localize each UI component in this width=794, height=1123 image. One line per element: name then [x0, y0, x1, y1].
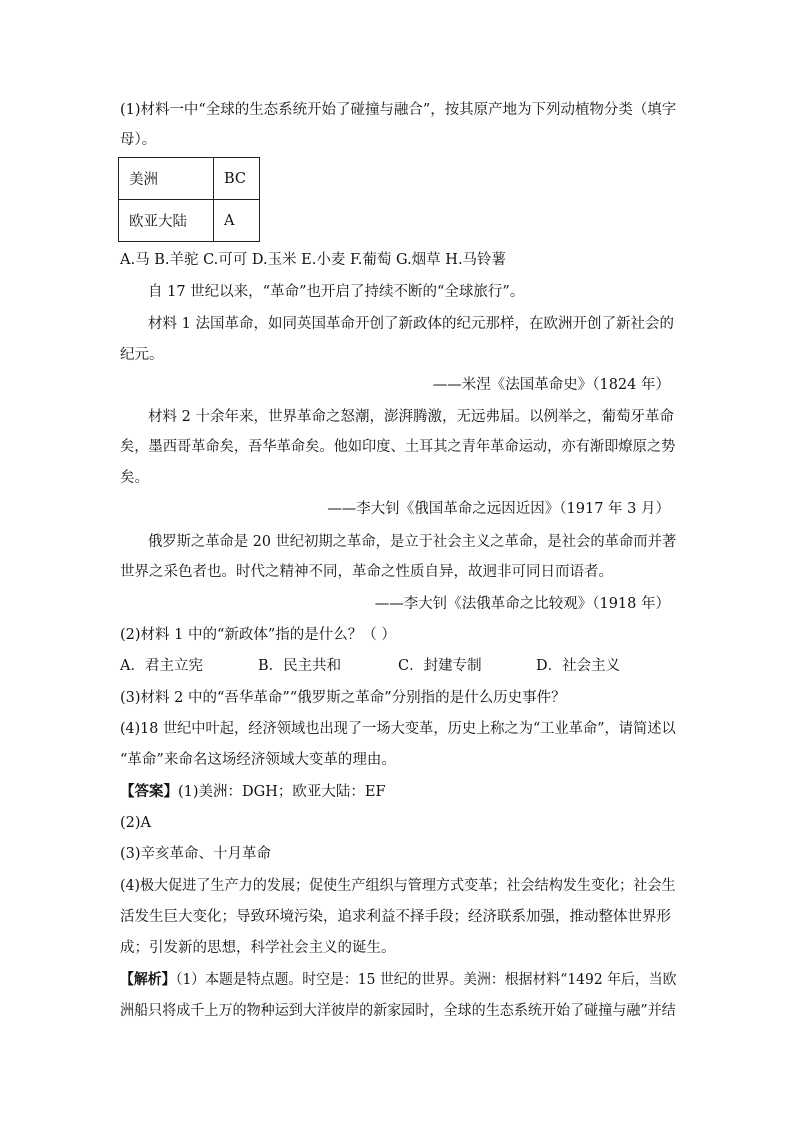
answer-2: (2)A	[120, 815, 152, 831]
question2-option-a: A．君主立宪	[120, 658, 203, 674]
material2-line1: 材料 2 十余年来，世界革命之怒潮，澎湃腾激，无远弗届。以例举之，葡萄牙革命	[148, 409, 674, 425]
material2-paragraph-line1: 俄罗斯之革命是 20 世纪初期之革命，是立于社会主义之革命，是社会的革命而并著	[148, 534, 677, 550]
material2-line2: 矣，墨西哥革命矣，吾华革命矣。他如印度、土耳其之青年革命运动，亦有渐即燎原之势	[120, 439, 676, 455]
material2-source: ——李大钊《俄国革命之远因近因》（1917 年 3 月）	[327, 501, 670, 517]
classification-table	[118, 157, 260, 242]
material1-source: ——米涅《法国革命史》（1824 年）	[432, 377, 670, 393]
analysis-text: （1）本题是特点题。时空是：15 世纪的世界。美洲：根据材料“1492 年后，当欧	[175, 972, 677, 988]
answer-label: 【答案】	[120, 783, 178, 800]
material1-line1: 材料 1 法国革命，如同英国革命开创了新政体的纪元那样，在欧洲开创了新社会的	[148, 316, 674, 332]
question4-line1: (4)18 世纪中叶起，经济领域也出现了一场大变革，历史上称之为“工业革命”，请简述以	[120, 721, 676, 737]
table-row	[119, 158, 260, 200]
analysis-line2: 洲船只将成千上万的物种运到大洋彼岸的新家园时，全球的生态系统开始了碰撞与融”并结	[120, 1003, 676, 1019]
intro-text: 自 17 世纪以来，“革命”也开启了持续不断的“全球旅行”。	[148, 284, 525, 300]
question4-line2: “革命”来命名这场经济领域大变革的理由。	[120, 752, 396, 768]
question1-text-line2: 母）。	[120, 132, 157, 148]
answer-4-line1: (4)极大促进了生产力的发展；促使生产组织与管理方式变革；社会结构发生变化；社会生	[120, 878, 676, 894]
material1-line2: 纪元。	[120, 347, 164, 363]
question1-options: A.马 B.羊驼 C.可可 D.玉米 E.小麦 F.葡萄 G.烟草 H.马铃薯	[120, 252, 507, 268]
question2-option-c: C．封建专制	[398, 658, 482, 674]
material2-paragraph-line2: 世界之采色者也。时代之精神不同，革命之性质自异，故迥非可同日而语者。	[120, 564, 613, 580]
answer-3: (3)辛亥革命、十月革命	[120, 846, 272, 862]
answer-4-line3: 成；引发新的思想，科学社会主义的诞生。	[120, 940, 396, 956]
answer-line1	[120, 782, 386, 802]
question2-option-b: B．民主共和	[258, 658, 342, 674]
analysis-label: 【解析】	[120, 971, 176, 988]
question2-stem: (2)材料 1 中的“新政体”指的是什么？（ ）	[120, 627, 396, 643]
table-cell-region: 美洲	[119, 158, 214, 200]
material2-line3: 矣。	[120, 470, 149, 486]
table-cell-answer: BC	[214, 158, 260, 200]
table-cell-answer: A	[214, 200, 260, 242]
question2-option-d: D．社会主义	[536, 658, 621, 674]
question1-text-line1: (1)材料一中“全球的生态系统开始了碰撞与融合”，按其原产地为下列动植物分类（填字	[120, 102, 677, 118]
answer-4-line2: 活发生巨大变化；导致环境污染，追求利益不择手段；经济联系加强，推动整体世界形	[120, 909, 671, 925]
table-cell-region: 欧亚大陆	[119, 200, 214, 242]
analysis-line1	[120, 970, 676, 990]
answer-1: (1)美洲：DGH；欧亚大陆：EF	[178, 784, 386, 800]
question3-text: (3)材料 2 中的“吾华革命”“俄罗斯之革命”分别指的是什么历史事件？	[120, 690, 566, 706]
table-row	[119, 200, 260, 242]
question2-options	[120, 656, 620, 676]
material2-paragraph-source: ——李大钊《法俄革命之比较观》（1918 年）	[374, 596, 670, 612]
